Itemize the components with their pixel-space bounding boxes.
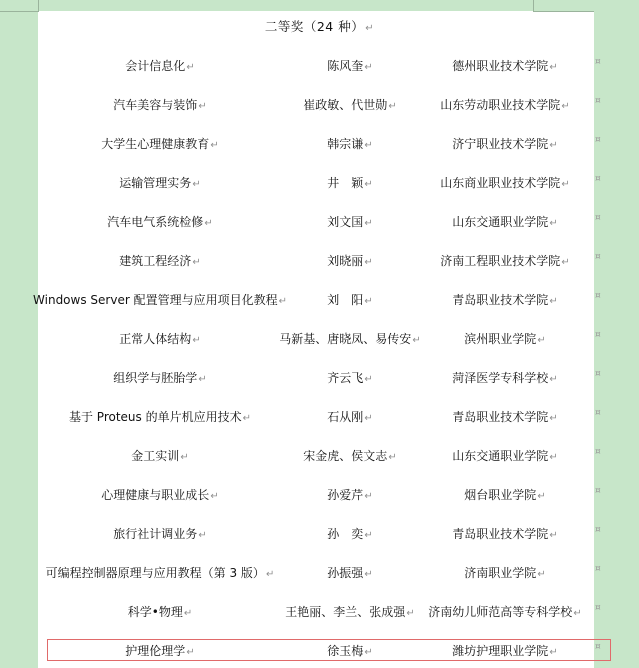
author-cell[interactable] bbox=[327, 564, 372, 581]
paragraph-mark: ↵ bbox=[549, 413, 558, 424]
paragraph-mark: ↵ bbox=[549, 647, 558, 658]
book-title-cell-text: 建筑工程经济 bbox=[119, 254, 192, 268]
table-row[interactable] bbox=[0, 603, 639, 623]
paragraph-mark: ↵ bbox=[192, 257, 201, 268]
paragraph-mark: ↵ bbox=[549, 452, 558, 463]
school-cell-text: 青岛职业技术学院 bbox=[452, 410, 549, 424]
school-cell-text: 济宁职业技术学院 bbox=[452, 137, 549, 151]
school-cell[interactable] bbox=[452, 291, 557, 308]
book-title-cell[interactable] bbox=[113, 525, 206, 542]
row-end-mark: ¤ bbox=[595, 330, 601, 340]
table-row[interactable] bbox=[0, 486, 639, 506]
book-title-cell-text: 汽车电气系统检修 bbox=[107, 215, 204, 229]
row-end-mark: ¤ bbox=[595, 564, 601, 574]
paragraph-mark: ↵ bbox=[364, 296, 373, 307]
paragraph-mark: ↵ bbox=[198, 101, 207, 112]
row-end-mark: ¤ bbox=[595, 486, 601, 496]
school-cell[interactable] bbox=[452, 525, 557, 542]
school-cell[interactable] bbox=[452, 408, 557, 425]
author-cell-text: 刘晓丽 bbox=[327, 254, 364, 268]
school-cell-text: 菏泽医学专科学校 bbox=[452, 371, 549, 385]
table-row[interactable] bbox=[0, 525, 639, 545]
author-cell[interactable] bbox=[303, 96, 396, 113]
book-title-cell[interactable] bbox=[101, 135, 218, 152]
paragraph-mark: ↵ bbox=[561, 179, 570, 190]
author-cell[interactable] bbox=[327, 486, 372, 503]
table-row[interactable] bbox=[0, 330, 639, 350]
author-cell[interactable] bbox=[327, 408, 372, 425]
paragraph-mark: ↵ bbox=[365, 23, 375, 34]
school-cell-text: 德州职业技术学院 bbox=[452, 59, 549, 73]
book-title-cell-text: 正常人体结构 bbox=[119, 332, 192, 346]
table-row[interactable] bbox=[0, 96, 639, 116]
row-end-mark: ¤ bbox=[595, 408, 601, 418]
table-row[interactable] bbox=[0, 252, 639, 272]
paragraph-mark: ↵ bbox=[180, 452, 189, 463]
school-cell-text: 山东商业职业技术学院 bbox=[440, 176, 561, 190]
paragraph-mark: ↵ bbox=[549, 62, 558, 73]
row-end-mark: ¤ bbox=[595, 174, 601, 184]
author-cell[interactable] bbox=[327, 369, 372, 386]
paragraph-mark: ↵ bbox=[198, 530, 207, 541]
school-cell-text: 济南幼儿师范高等专科学校 bbox=[428, 605, 573, 619]
school-cell[interactable] bbox=[464, 486, 545, 503]
paragraph-mark: ↵ bbox=[364, 569, 373, 580]
school-cell[interactable] bbox=[452, 369, 557, 386]
book-title-cell-text: 护理伦理学 bbox=[125, 644, 186, 658]
paragraph-mark: ↵ bbox=[265, 569, 275, 580]
table-row[interactable] bbox=[0, 369, 639, 389]
author-cell-text: 陈风奎 bbox=[327, 59, 364, 73]
page-corner-mark-right bbox=[533, 0, 594, 12]
author-cell-text: 崔政敏、代世勋 bbox=[303, 98, 388, 112]
book-title-cell-text: 会计信息化 bbox=[125, 59, 186, 73]
paragraph-mark: ↵ bbox=[364, 62, 373, 73]
author-cell[interactable] bbox=[327, 213, 372, 230]
table-row[interactable] bbox=[0, 57, 639, 77]
book-title-cell[interactable] bbox=[119, 174, 200, 191]
author-cell[interactable] bbox=[327, 174, 372, 191]
row-end-mark: ¤ bbox=[595, 369, 601, 379]
table-row[interactable] bbox=[0, 174, 639, 194]
row-end-mark: ¤ bbox=[595, 213, 601, 223]
paragraph-mark: ↵ bbox=[192, 335, 201, 346]
paragraph-mark: ↵ bbox=[210, 140, 219, 151]
book-title-cell[interactable] bbox=[128, 603, 192, 620]
row-end-mark: ¤ bbox=[595, 291, 601, 301]
row-end-mark: ¤ bbox=[595, 135, 601, 145]
table-row[interactable] bbox=[0, 213, 639, 233]
book-title-cell-text: 大学生心理健康教育 bbox=[101, 137, 210, 151]
author-cell-text: 孙爱芹 bbox=[327, 488, 364, 502]
school-cell-text: 青岛职业技术学院 bbox=[452, 527, 549, 541]
paragraph-mark: ↵ bbox=[537, 335, 546, 346]
table-row[interactable] bbox=[0, 564, 639, 584]
paragraph-mark: ↵ bbox=[364, 647, 373, 658]
row-end-mark: ¤ bbox=[595, 525, 601, 535]
paragraph-mark: ↵ bbox=[549, 218, 558, 229]
paragraph-mark: ↵ bbox=[364, 140, 373, 151]
page-corner-mark-left bbox=[0, 0, 39, 12]
author-cell[interactable] bbox=[327, 525, 372, 542]
author-cell-text: 刘文国 bbox=[327, 215, 364, 229]
paragraph-mark: ↵ bbox=[561, 257, 570, 268]
book-title-cell[interactable] bbox=[131, 447, 188, 464]
author-cell-text: 孙 奕 bbox=[327, 527, 364, 541]
school-cell-text: 济南工程职业技术学院 bbox=[440, 254, 561, 268]
row-end-mark: ¤ bbox=[595, 642, 601, 652]
school-cell-text: 山东交通职业学院 bbox=[452, 215, 549, 229]
table-row[interactable] bbox=[0, 291, 639, 311]
section-title[interactable]: 二等奖（24 种）↵ bbox=[264, 19, 375, 34]
paragraph-mark: ↵ bbox=[549, 530, 558, 541]
school-cell[interactable] bbox=[440, 174, 569, 191]
paragraph-mark: ↵ bbox=[561, 101, 570, 112]
book-title-cell[interactable] bbox=[119, 252, 200, 269]
book-title-cell-text: 旅行社计调业务 bbox=[113, 527, 198, 541]
paragraph-mark: ↵ bbox=[364, 218, 373, 229]
school-cell-text: 滨州职业学院 bbox=[464, 332, 537, 346]
author-cell[interactable] bbox=[327, 57, 372, 74]
table-row[interactable] bbox=[0, 447, 639, 467]
author-cell-text: 徐玉梅 bbox=[327, 644, 364, 658]
school-cell-text: 济南职业学院 bbox=[464, 566, 537, 580]
school-cell[interactable] bbox=[452, 135, 557, 152]
school-cell[interactable] bbox=[440, 252, 569, 269]
book-title-cell-text: Windows Server 配置管理与应用项目化教程 bbox=[33, 293, 278, 307]
school-cell[interactable] bbox=[452, 447, 557, 464]
paragraph-mark: ↵ bbox=[364, 491, 373, 502]
book-title-cell[interactable] bbox=[69, 408, 251, 425]
book-title-cell-text: 组织学与胚胎学 bbox=[113, 371, 198, 385]
author-cell-text: 韩宗谦 bbox=[327, 137, 364, 151]
book-title-cell-text: 可编程控制器原理与应用教程（第 3 版） bbox=[45, 566, 265, 580]
selected-row-outline bbox=[47, 639, 611, 661]
table-row[interactable] bbox=[0, 135, 639, 155]
paragraph-mark: ↵ bbox=[364, 179, 373, 190]
paragraph-mark: ↵ bbox=[278, 296, 287, 307]
paragraph-mark: ↵ bbox=[573, 608, 582, 619]
school-cell[interactable] bbox=[464, 330, 545, 347]
paragraph-mark: ↵ bbox=[364, 413, 373, 424]
school-cell-text: 山东交通职业学院 bbox=[452, 449, 549, 463]
book-title-cell[interactable] bbox=[101, 486, 218, 503]
book-title-cell[interactable] bbox=[113, 96, 206, 113]
school-cell[interactable] bbox=[452, 57, 557, 74]
paragraph-mark: ↵ bbox=[388, 101, 397, 112]
paragraph-mark: ↵ bbox=[406, 608, 415, 619]
school-cell-text: 青岛职业技术学院 bbox=[452, 293, 549, 307]
author-cell-text: 马新基、唐晓凤、易传安 bbox=[279, 332, 412, 346]
book-title-cell[interactable] bbox=[33, 291, 287, 308]
row-end-mark: ¤ bbox=[595, 57, 601, 67]
author-cell-text: 井 颖 bbox=[327, 176, 364, 190]
book-title-cell-text: 基于 Proteus 的单片机应用技术 bbox=[68, 410, 242, 424]
paragraph-mark: ↵ bbox=[198, 374, 207, 385]
school-cell-text: 潍坊护理职业学院 bbox=[452, 644, 549, 658]
school-cell[interactable] bbox=[452, 213, 557, 230]
book-title-cell[interactable] bbox=[107, 213, 212, 230]
paragraph-mark: ↵ bbox=[549, 140, 558, 151]
paragraph-mark: ↵ bbox=[388, 452, 397, 463]
row-end-mark: ¤ bbox=[595, 252, 601, 262]
paragraph-mark: ↵ bbox=[549, 374, 558, 385]
book-title-cell-text: 金工实训 bbox=[131, 449, 180, 463]
author-cell[interactable] bbox=[327, 135, 372, 152]
author-cell-text: 刘 阳 bbox=[327, 293, 364, 307]
author-cell[interactable] bbox=[327, 291, 372, 308]
paragraph-mark: ↵ bbox=[210, 491, 219, 502]
paragraph-mark: ↵ bbox=[364, 374, 373, 385]
book-title-cell-text: 心理健康与职业成长 bbox=[101, 488, 210, 502]
book-title-cell-text: 汽车美容与装饰 bbox=[113, 98, 198, 112]
book-title-cell[interactable] bbox=[46, 564, 275, 581]
author-cell-text: 王艳丽、李兰、张成强 bbox=[285, 605, 406, 619]
school-cell[interactable] bbox=[428, 603, 581, 620]
author-cell-text: 孙振强 bbox=[327, 566, 364, 580]
paragraph-mark: ↵ bbox=[186, 62, 195, 73]
row-end-mark: ¤ bbox=[595, 603, 601, 613]
author-cell[interactable] bbox=[303, 447, 396, 464]
school-cell[interactable] bbox=[440, 96, 569, 113]
author-cell[interactable] bbox=[327, 252, 372, 269]
paragraph-mark: ↵ bbox=[204, 218, 213, 229]
paragraph-mark: ↵ bbox=[364, 257, 373, 268]
school-cell[interactable] bbox=[464, 564, 545, 581]
paragraph-mark: ↵ bbox=[242, 413, 252, 424]
book-title-cell[interactable] bbox=[125, 57, 194, 74]
paragraph-mark: ↵ bbox=[364, 530, 373, 541]
row-end-mark: ¤ bbox=[595, 447, 601, 457]
paragraph-mark: ↵ bbox=[549, 296, 558, 307]
school-cell-text: 山东劳动职业技术学院 bbox=[440, 98, 561, 112]
book-title-cell-text: 运输管理实务 bbox=[119, 176, 192, 190]
author-cell[interactable] bbox=[279, 330, 420, 347]
paragraph-mark: ↵ bbox=[183, 608, 193, 619]
paragraph-mark: ↵ bbox=[537, 569, 546, 580]
paragraph-mark: ↵ bbox=[186, 647, 195, 658]
book-title-cell[interactable] bbox=[119, 330, 200, 347]
book-title-cell-text: 科学•物理 bbox=[127, 605, 183, 619]
table-row[interactable] bbox=[0, 408, 639, 428]
paragraph-mark: ↵ bbox=[537, 491, 546, 502]
author-cell-text: 宋金虎、侯文志 bbox=[303, 449, 388, 463]
school-cell-text: 烟台职业学院 bbox=[464, 488, 537, 502]
author-cell[interactable] bbox=[285, 603, 414, 620]
book-title-cell[interactable] bbox=[113, 369, 206, 386]
author-cell-text: 石从刚 bbox=[327, 410, 364, 424]
paragraph-mark: ↵ bbox=[412, 335, 421, 346]
paragraph-mark: ↵ bbox=[192, 179, 201, 190]
row-end-mark: ¤ bbox=[595, 96, 601, 106]
author-cell-text: 齐云飞 bbox=[327, 371, 364, 385]
